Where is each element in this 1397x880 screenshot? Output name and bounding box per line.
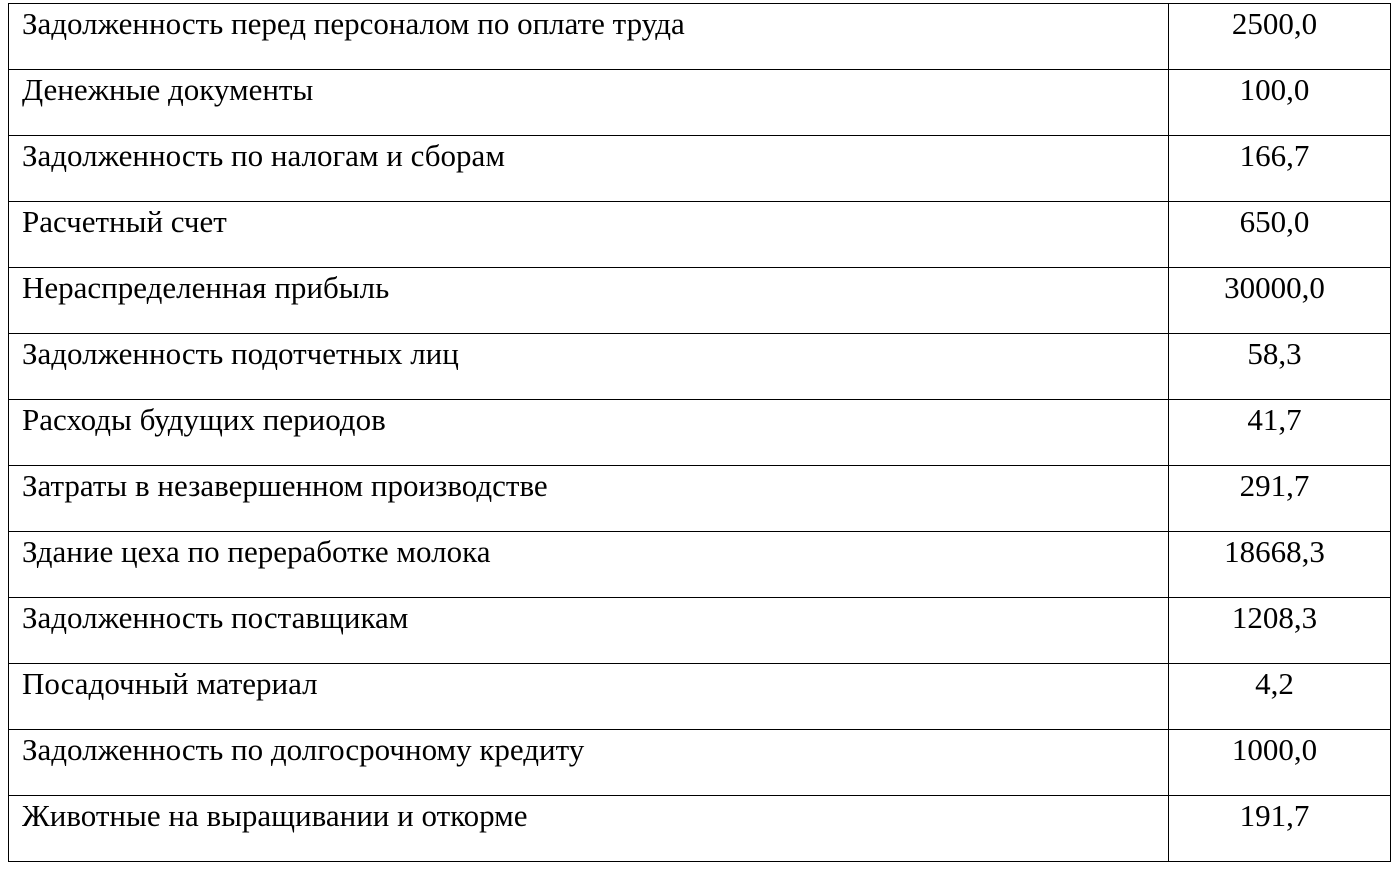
item-value-cell: 4,2: [1169, 664, 1391, 730]
item-value-cell: 166,7: [1169, 136, 1391, 202]
item-value-cell: 30000,0: [1169, 268, 1391, 334]
item-name-cell: Задолженность по налогам и сборам: [9, 136, 1169, 202]
item-value-cell: 2500,0: [1169, 4, 1391, 70]
table-row: [9, 136, 1391, 202]
item-value-cell: 650,0: [1169, 202, 1391, 268]
item-name-cell: Здание цеха по переработке молока: [9, 532, 1169, 598]
item-name-cell: Денежные документы: [9, 70, 1169, 136]
table-row: [9, 268, 1391, 334]
item-value-cell: 58,3: [1169, 334, 1391, 400]
table-row: [9, 466, 1391, 532]
item-value-cell: 18668,3: [1169, 532, 1391, 598]
item-name-cell: Задолженность по долгосрочному кредиту: [9, 730, 1169, 796]
item-value-cell: 1000,0: [1169, 730, 1391, 796]
item-value-cell: 100,0: [1169, 70, 1391, 136]
table-row: [9, 70, 1391, 136]
item-name-cell: Расходы будущих периодов: [9, 400, 1169, 466]
table-row: [9, 796, 1391, 862]
item-name-cell: Расчетный счет: [9, 202, 1169, 268]
item-value-cell: 191,7: [1169, 796, 1391, 862]
table-row: [9, 598, 1391, 664]
table-row: [9, 4, 1391, 70]
balance-items-table: [8, 3, 1391, 862]
item-name-cell: Задолженность перед персоналом по оплате труда: [9, 4, 1169, 70]
table-row: [9, 400, 1391, 466]
item-name-cell: Нераспределенная прибыль: [9, 268, 1169, 334]
table-body: [9, 4, 1391, 862]
table-row: [9, 202, 1391, 268]
table-row: [9, 730, 1391, 796]
item-name-cell: Затраты в незавершенном производстве: [9, 466, 1169, 532]
table-row: [9, 334, 1391, 400]
item-value-cell: 41,7: [1169, 400, 1391, 466]
item-value-cell: 291,7: [1169, 466, 1391, 532]
table-row: [9, 664, 1391, 730]
item-name-cell: Посадочный материал: [9, 664, 1169, 730]
table-row: [9, 532, 1391, 598]
item-name-cell: Задолженность подотчетных лиц: [9, 334, 1169, 400]
item-name-cell: Животные на выращивании и откорме: [9, 796, 1169, 862]
item-name-cell: Задолженность поставщикам: [9, 598, 1169, 664]
item-value-cell: 1208,3: [1169, 598, 1391, 664]
